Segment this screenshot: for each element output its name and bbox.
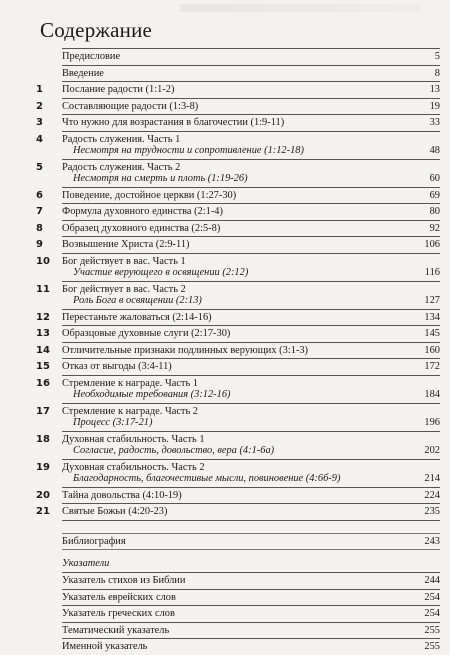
page-number: 80 [429, 206, 440, 217]
toc-entry[interactable] [36, 376, 440, 403]
page-number: 244 [424, 575, 440, 586]
entry-title: Введение [62, 67, 104, 79]
toc-entry[interactable] [36, 488, 440, 504]
chapter-number: 12 [36, 311, 50, 323]
entry-title: Стремление к награде. Часть 2 [62, 405, 199, 417]
page-number: 33 [429, 117, 440, 128]
entry-title: Отказ от выгоды (3:4-11) [62, 361, 172, 372]
index-entry[interactable] [36, 590, 440, 606]
entry-title: Бог действует в вас. Часть 1 [62, 255, 186, 267]
toc-entry[interactable] [36, 221, 440, 237]
entry-title: Образец духовного единства (2:5-8) [62, 222, 221, 234]
toc-entry[interactable] [36, 132, 440, 159]
chapter-number: 8 [36, 222, 43, 234]
page-number: 134 [424, 311, 440, 323]
page-number: 116 [424, 267, 440, 278]
entry-subtitle: Процесс (3:17-21) [73, 417, 153, 428]
entry-title: Радость служения. Часть 1 [62, 133, 181, 145]
page-number: 145 [424, 328, 440, 339]
page-number: 196 [424, 417, 440, 428]
page-number: 160 [424, 344, 440, 356]
entry-title: Бог действует в вас. Часть 2 [62, 283, 186, 295]
page-number: 224 [424, 489, 440, 501]
toc-entry[interactable] [36, 49, 440, 65]
toc-entry[interactable] [36, 237, 440, 253]
index-entry[interactable] [36, 606, 440, 622]
page-number: 92 [429, 222, 440, 234]
indexes-heading: Указатели [62, 558, 110, 569]
page-number: 8 [434, 67, 440, 79]
chapter-number: 11 [36, 283, 50, 295]
chapter-number: 17 [36, 405, 50, 417]
entry-title: Составляющие радости (1:3-8) [62, 100, 199, 112]
toc-entry[interactable] [36, 404, 440, 431]
page-number: 13 [429, 84, 440, 95]
chapter-number: 19 [36, 461, 50, 473]
page-number: 19 [429, 100, 440, 112]
toc-entry[interactable] [36, 326, 440, 342]
entry-title: Возвышение Христа (2:9-11) [62, 239, 190, 250]
page-number: 254 [424, 608, 440, 619]
toc-entry[interactable] [36, 343, 440, 359]
page-number: 48 [429, 145, 440, 156]
entry-title: Тематический указатель [62, 624, 170, 636]
index-entries [36, 572, 440, 655]
table-of-contents [36, 48, 440, 655]
toc-entry[interactable] [36, 282, 440, 309]
chapter-number: 16 [36, 377, 50, 389]
page-number: 243 [424, 535, 440, 547]
page-number: 69 [429, 189, 440, 201]
entry-title: Духовная стабильность. Часть 2 [62, 461, 205, 473]
page-number: 202 [424, 445, 440, 456]
toc-entry[interactable] [36, 460, 440, 487]
toc-entry[interactable] [36, 188, 440, 204]
entry-title: Послание радости (1:1-2) [62, 84, 175, 95]
entry-title: Образцовые духовные слуги (2:17-30) [62, 328, 231, 339]
entry-title: Радость служения. Часть 2 [62, 161, 181, 173]
entry-title: Предисловие [62, 51, 121, 62]
entry-title: Святые Божьи (4:20-23) [62, 506, 168, 517]
toc-entry[interactable] [36, 115, 440, 131]
chapter-number: 21 [36, 506, 50, 517]
entry-title: Указатель стихов из Библии [62, 575, 186, 586]
chapter-number: 10 [36, 255, 50, 267]
chapter-number: 6 [36, 189, 43, 201]
entry-title: Указатель еврейских слов [62, 591, 176, 603]
entry-title: Поведение, достойное церкви (1:27-30) [62, 189, 237, 201]
chapter-number: 18 [36, 433, 50, 445]
page-number: 214 [424, 473, 440, 484]
index-entry[interactable] [36, 623, 440, 639]
entry-subtitle: Согласие, радость, довольство, вера (4:1-6а) [73, 445, 275, 456]
chapter-number: 4 [36, 133, 43, 145]
page-number: 255 [424, 641, 440, 652]
page-number: 255 [424, 624, 440, 636]
toc-entry[interactable] [36, 359, 440, 375]
toc-entry-bibliography[interactable] [36, 534, 440, 550]
entry-title: Указатель греческих слов [62, 608, 175, 619]
page-number: 5 [434, 51, 440, 62]
entry-subtitle: Необходимые требования (3:12-16) [73, 389, 231, 400]
page-number: 184 [424, 389, 440, 400]
chapter-number: 15 [36, 361, 50, 372]
entry-title: Перестаньте жаловаться (2:14-16) [62, 311, 212, 323]
page-title: Содержание [40, 18, 153, 42]
chapter-number: 13 [36, 328, 50, 339]
toc-entry[interactable] [36, 204, 440, 220]
page-number: 106 [424, 239, 440, 250]
page-number: 235 [424, 506, 440, 517]
bleed-through-header [180, 4, 420, 12]
chapter-number: 9 [36, 239, 43, 250]
page-number: 127 [424, 295, 440, 306]
chapter-number: 7 [36, 206, 43, 217]
entry-subtitle: Роль Бога в освящении (2:13) [73, 295, 202, 306]
entry-title: Духовная стабильность. Часть 1 [62, 433, 205, 445]
entry-title: Тайна довольства (4:10-19) [62, 489, 182, 501]
entry-subtitle: Несмотря на трудности и сопротивление (1:12-18) [73, 145, 304, 156]
toc-entries [36, 48, 440, 520]
entry-subtitle: Благодарность, благочестивые мысли, повиновение (4:6б-9) [73, 473, 341, 484]
chapter-number: 2 [36, 100, 43, 112]
chapter-number: 1 [36, 84, 43, 95]
toc-entry[interactable] [36, 99, 440, 115]
toc-entry[interactable] [36, 310, 440, 326]
chapter-number: 3 [36, 117, 43, 128]
entry-title: Именной указатель [62, 641, 148, 652]
entry-title: Стремление к награде. Часть 1 [62, 377, 199, 389]
toc-entry[interactable] [36, 82, 440, 98]
page-number: 172 [424, 361, 440, 372]
toc-entry[interactable] [36, 160, 440, 187]
toc-entry[interactable] [36, 66, 440, 82]
chapter-number: 20 [36, 489, 50, 501]
entry-subtitle: Участие верующего в освящении (2:12) [73, 267, 249, 278]
page-number: 254 [424, 591, 440, 603]
toc-entry[interactable] [36, 254, 440, 281]
chapter-number: 14 [36, 344, 50, 356]
entry-title: Формула духовного единства (2:1-4) [62, 206, 223, 217]
page-number: 60 [429, 173, 440, 184]
toc-entry[interactable] [36, 504, 440, 520]
chapter-number: 5 [36, 161, 43, 173]
toc-entry[interactable] [36, 432, 440, 459]
entry-title: Что нужно для возрастания в благочестии (1:9-11) [62, 117, 285, 128]
entry-subtitle: Несмотря на смерть и плоть (1:19-26) [73, 173, 248, 184]
entry-title: Библиография [62, 535, 126, 547]
index-entry[interactable] [36, 573, 440, 589]
index-entry[interactable] [36, 639, 440, 655]
entry-title: Отличительные признаки подлинных верующих (3:1-3) [62, 344, 309, 356]
